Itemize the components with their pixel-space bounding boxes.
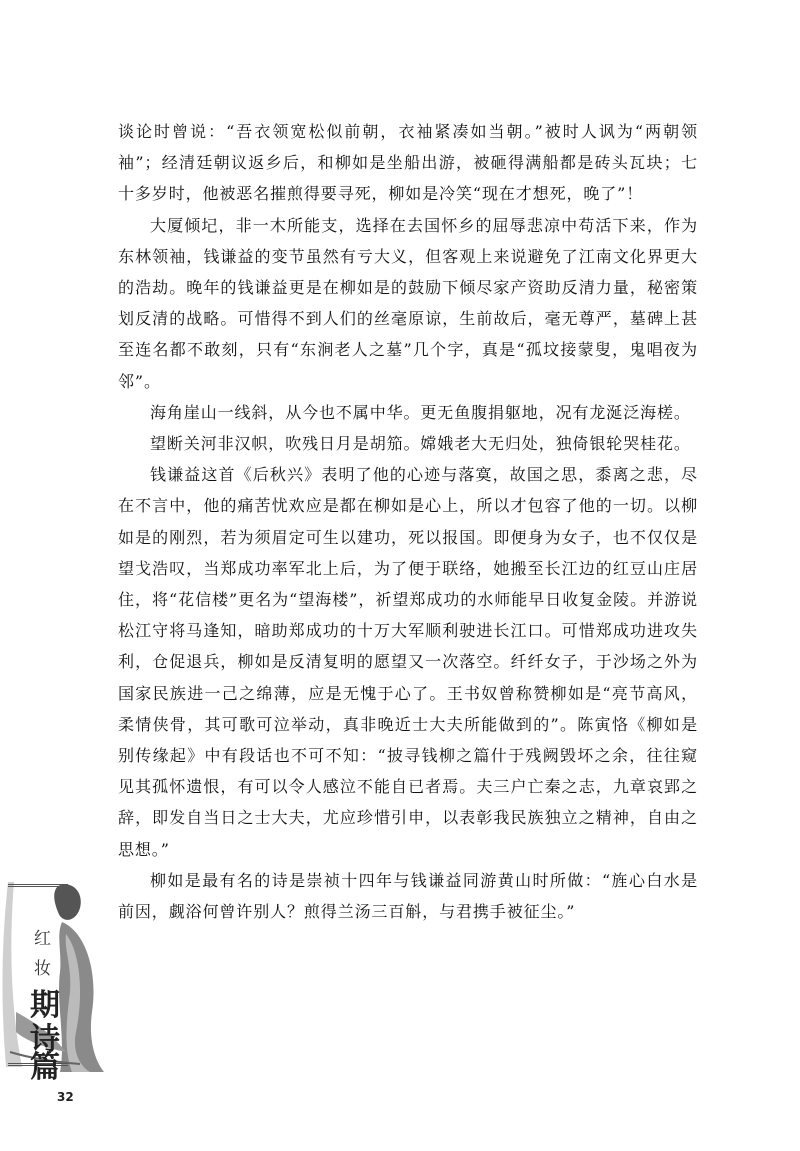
paragraph-4: 柳如是最有名的诗是崇祯十四年与钱谦益同游黄山时所做：“旌心白水是前因，觑浴何曾许别人？煎得兰汤三百斛，与君携手被征尘。” <box>118 870 698 922</box>
banner-char-pian: 篇 <box>30 1050 60 1085</box>
banner-char-zhuang: 妆 <box>34 959 51 979</box>
page-body-text <box>118 116 698 927</box>
page-number: 32 <box>57 1090 74 1104</box>
banner-char-qi: 期 <box>30 988 60 1023</box>
paragraph-1: 谈论时曾说：“吾衣领宽松似前朝，衣袖紧凑如当朝。”被时人讽为“两朝领袖”；经清廷朝议返乡后，和柳如是坐船出游，被砸得满船都是砖头瓦块；七十多岁时，他被恶名摧煎得要寻死，柳如是冷笑“现在才想死，晚了”！ <box>118 122 698 204</box>
paragraph-3: 钱谦益这首《后秋兴》表明了他的心迹与落寞，故国之思，黍离之悲，尽在不言中，他的痛苦忧欢应是都在柳如是心上，所以才包容了他的一切。以柳如是的刚烈，若为须眉定可生以建功，死以报国。即便身为女子，也不仅仅是望戈浩叹，当郑成功率军北上后，为了便于联络，她搬至长江边的红豆山庄居住，将“花信楼”更名为“望海楼”，祈望郑成功的水师能早日收复金陵。并游说松江守将马逢知，暗助郑成功的十万大军顺利驶进长江口。可惜郑成功进攻失利，仓促退兵，柳如是反清复明的愿望又一次落空。纤纤女子，于沙场之外为国家民族进一己之绵薄，应是无愧于心了。王书奴曾称赞柳如是“亮节高风，柔情侠骨，其可歌可泣举动，真非晚近士大夫所能做到的”。陈寅恪《柳如是别传缘起》中有段话也不可不知：“披寻钱柳之篇什于残阙毁坏之余，往往窥见其孤怀遗恨，有可以令人感泣不能自已者焉。夫三户亡秦之志，九章哀郢之辞，即发自当日之士大夫，尤应珍惜引申，以表彰我民族独立之精神，自由之思想。” <box>118 465 698 859</box>
banner-char-shi: 诗 <box>30 1022 60 1057</box>
banner-char-hong: 红 <box>34 929 51 949</box>
paragraph-2: 大厦倾圮，非一木所能支，选择在去国怀乡的屈辱悲凉中苟活下来，作为东林领袖，钱谦益的变节虽然有亏大义，但客观上来说避免了江南文化界更大的浩劫。晚年的钱谦益更是在柳如是的鼓励下倾尽家产资助反清力量，秘密策划反清的战略。可惜得不到人们的丝毫原谅，生前故后，毫无尊严，墓碑上甚至连名都不敢刻，只有“东涧老人之墓”几个字，真是“孤坟接蒙叟，鬼唱夜为邻”。 <box>118 215 698 391</box>
poem-line-2: 望断关河非汉帜，吹残日月是胡笳。嫦娥老大无归处，独倚银轮哭桂花。 <box>150 434 691 454</box>
poem-line-1: 海角崖山一线斜，从今也不属中华。更无鱼腹捐躯地，况有龙涎泛海槎。 <box>150 402 691 422</box>
section-banner <box>0 862 110 1085</box>
